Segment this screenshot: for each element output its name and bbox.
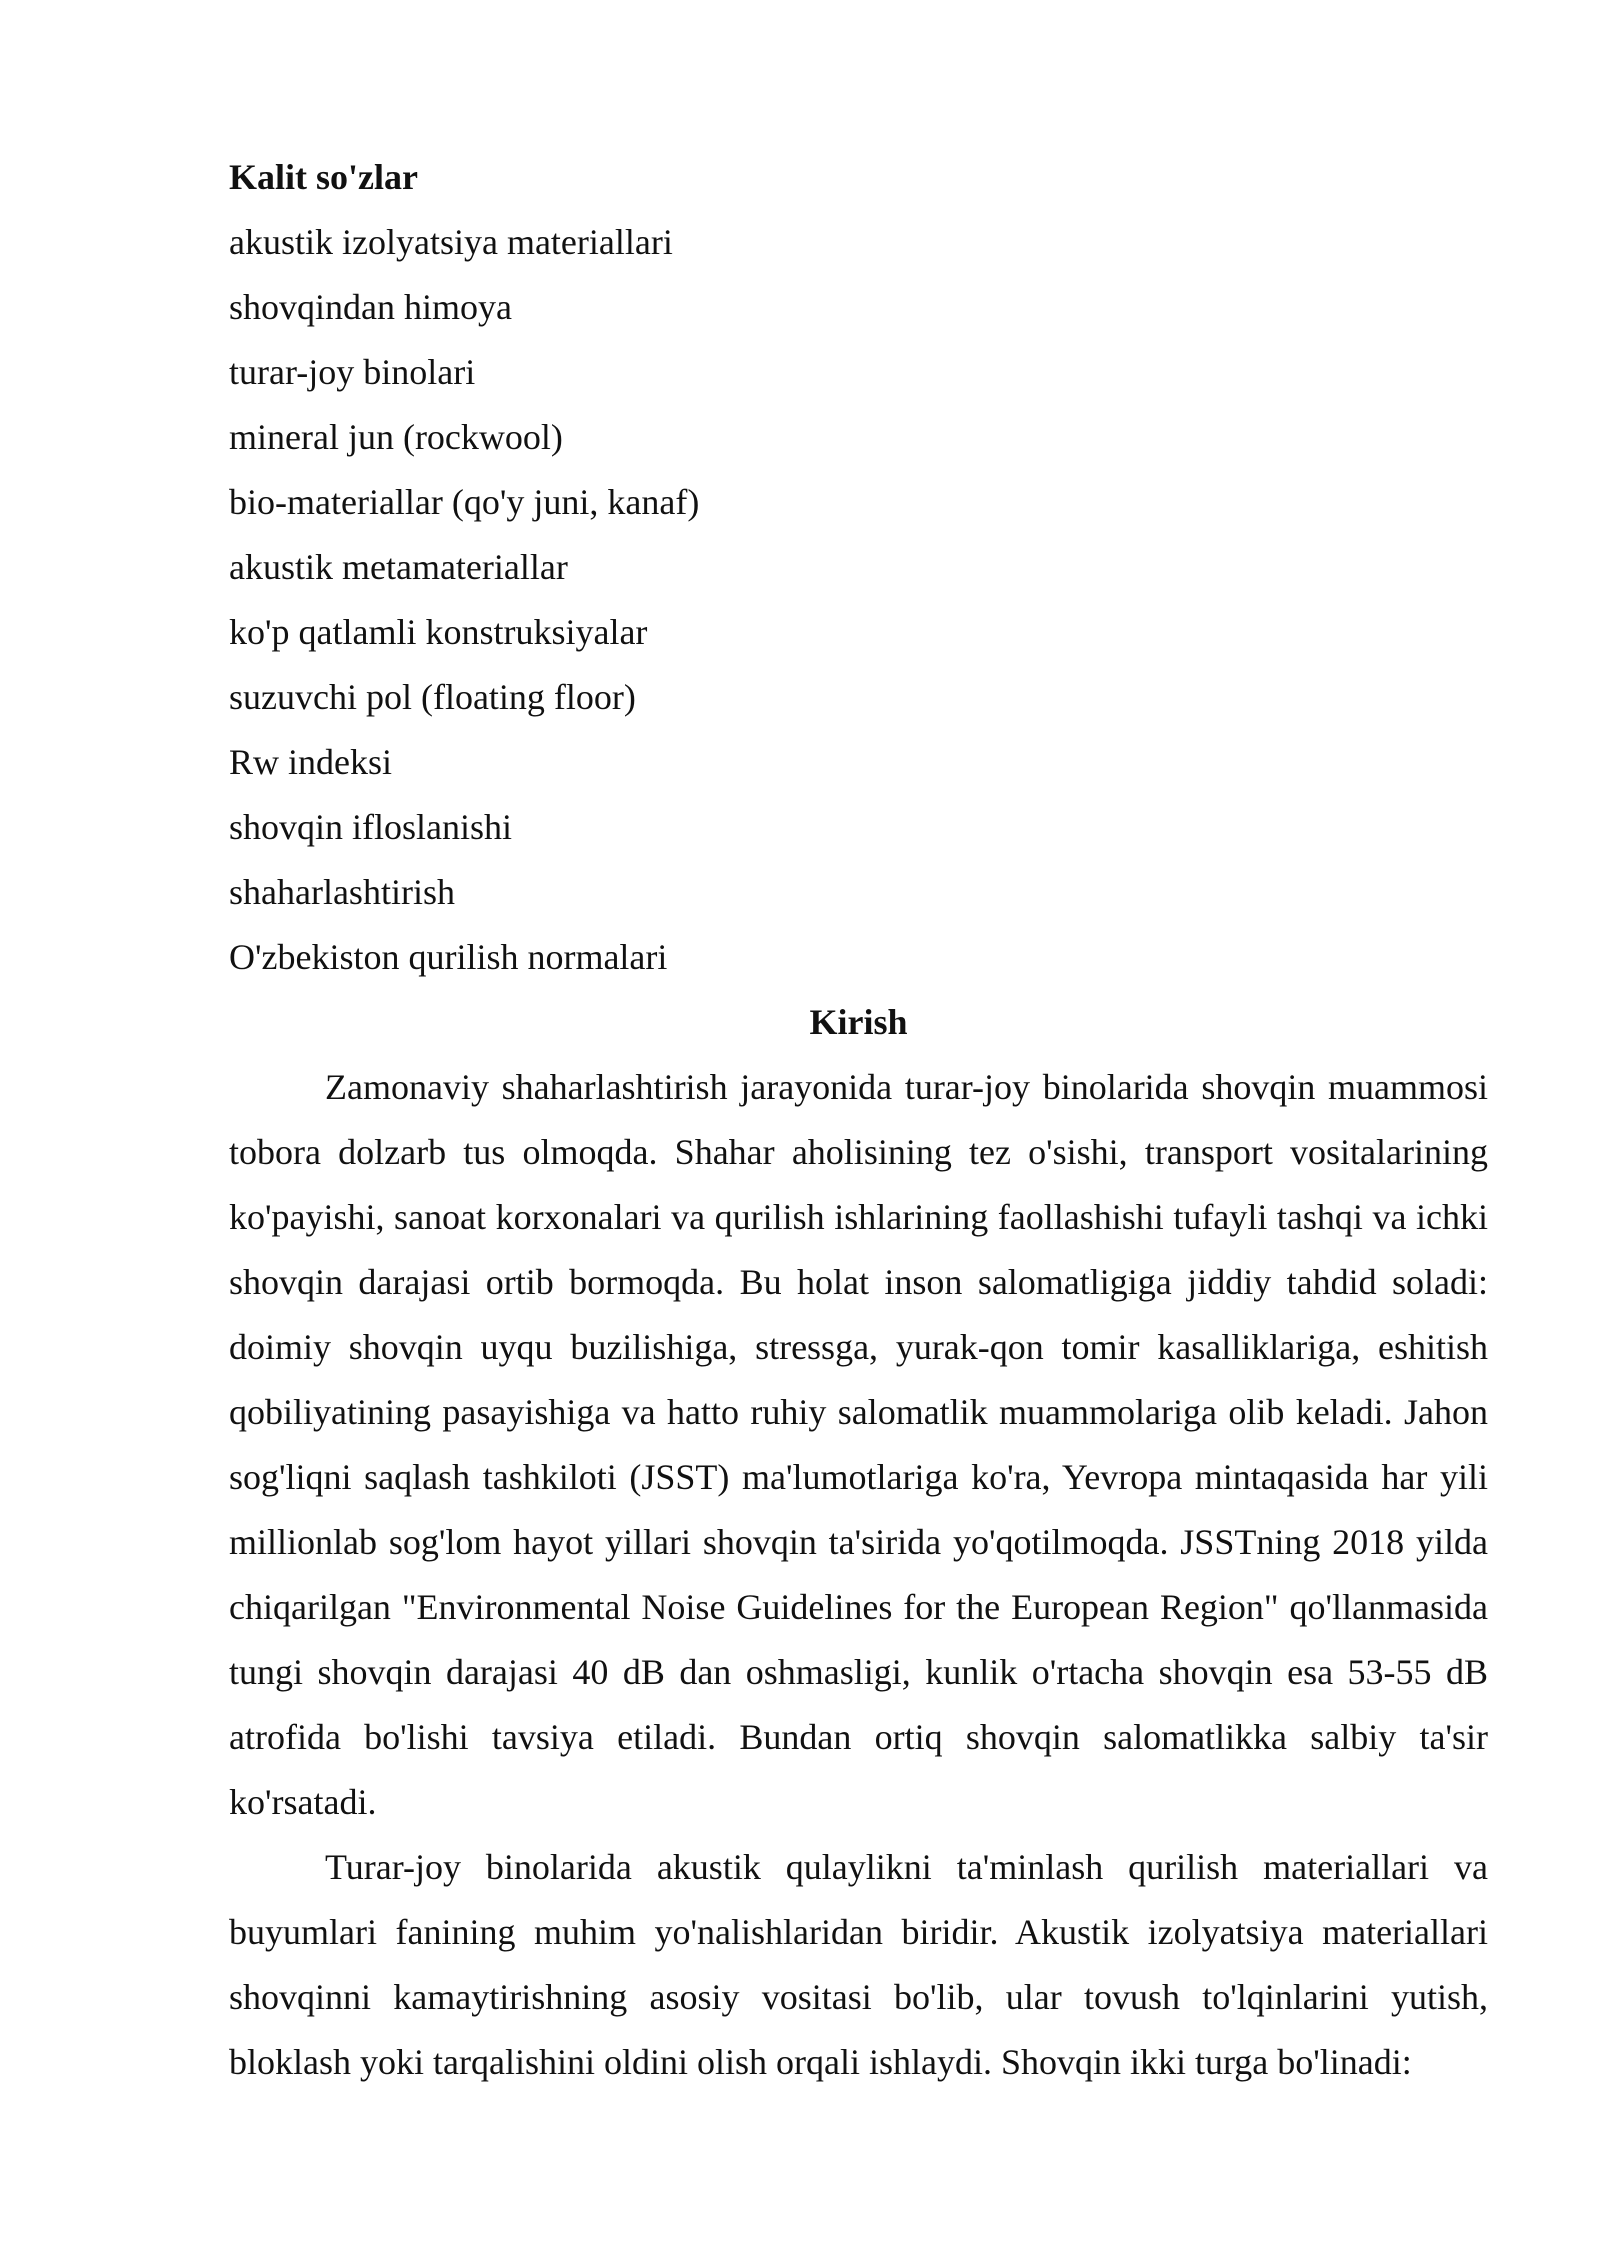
keyword-item: shaharlashtirish	[229, 872, 455, 912]
document-page	[229, 145, 1488, 2095]
keyword-item: akustik izolyatsiya materiallari	[229, 222, 673, 262]
keywords-list	[229, 210, 1488, 990]
intro-paragraph: Zamonaviy shaharlashtirish jarayonida turar-joy binolarida shovqin muammosi tobora dolzarb tus olmoqda. Shahar aholisining tez o'sishi, transport vositalarining ko'payishi, sanoat korxonalari va qurilish ishlarining faollashishi tufayli tashqi va ichki shovqin darajasi ortib bormoqda. Bu holat inson salomatligiga jiddiy tahdid soladi: doimiy shovqin uyqu buzilishiga, stressga, yurak-qon tomir kasalliklariga, eshitish qobiliyatining pasayishiga va hatto ruhiy salomatlik muammolariga olib keladi. Jahon sog'liqni saqlash tashkiloti (JSST) ma'lumotlariga ko'ra, Yevropa mintaqasida har yili millionlab sog'lom hayot yillari shovqin ta'sirida yo'qotilmoqda. JSSTning 2018 yilda chiqarilgan "Environmental Noise Guidelines for the European Region" qo'llanmasida tungi shovqin darajasi 40 dB dan oshmasligi, kunlik o'rtacha shovqin esa 53-55 dB atrofida bo'lishi tavsiya etiladi. Bundan ortiq shovqin salomatlikka salbiy ta'sir ko'rsatadi.	[229, 1067, 1488, 1822]
section-title-intro: Kirish	[809, 1002, 908, 1042]
keyword-item: shovqin ifloslanishi	[229, 807, 513, 847]
keyword-item: shovqindan himoya	[229, 287, 512, 327]
keyword-item: O'zbekiston qurilish normalari	[229, 937, 668, 977]
keyword-item: suzuvchi pol (floating floor)	[229, 677, 636, 717]
keyword-item: Rw indeksi	[229, 742, 393, 782]
keyword-item: bio-materiallar (qo'y juni, kanaf)	[229, 482, 700, 522]
keyword-item: mineral jun (rockwool)	[229, 417, 563, 457]
keyword-item: akustik metamateriallar	[229, 547, 568, 587]
keyword-item: ko'p qatlamli konstruksiyalar	[229, 612, 648, 652]
intro-paragraph: Turar-joy binolarida akustik qulaylikni ta'minlash qurilish materiallari va buyumlari fanining muhim yo'nalishlaridan biridir. Akustik izolyatsiya materiallari shovqinni kamaytirishning asosiy vositasi bo'lib, ular tovush to'lqinlarini yutish, bloklash yoki tarqalishini oldini olish orqali ishlaydi. Shovqin ikki turga bo'linadi:	[229, 1847, 1488, 2082]
keyword-item: turar-joy binolari	[229, 352, 476, 392]
keywords-heading: Kalit so'zlar	[229, 157, 418, 197]
